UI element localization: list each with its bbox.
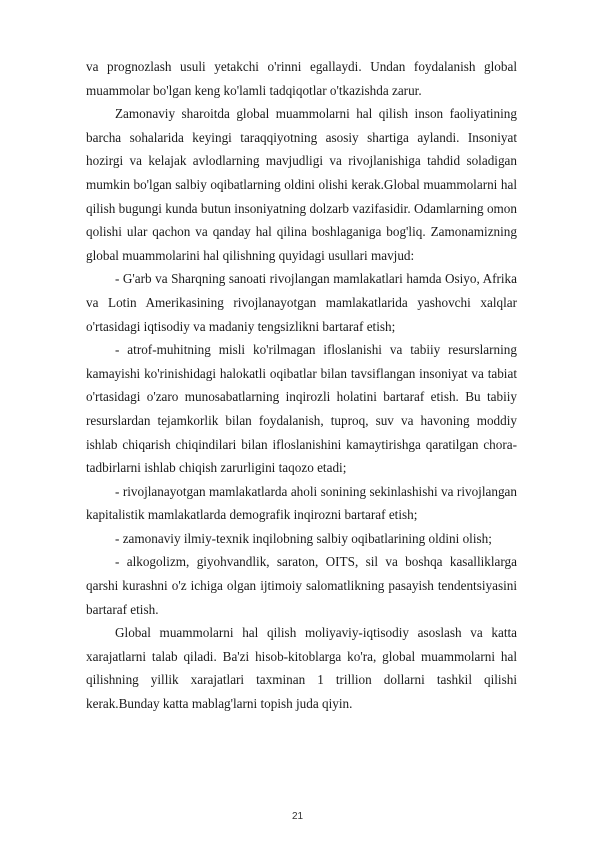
list-item: - alkogolizm, giyohvandlik, saraton, OITS, sil va boshqa kasalliklarga qarshi kurashni o'z ichiga olgan ijtimoiy salomatlikning pasayish tendentsiyasini bartaraf etish. bbox=[86, 554, 517, 617]
page-number: 21 bbox=[291, 811, 304, 822]
paragraph-intro: Zamonaviy sharoitda global muammolarni hal qilish inson faoliyatining barcha sohalarida keyingi taraqqiyotning asosiy shartiga aylandi. Insoniyat hozirgi va kelajak avlodlarning mavjudligi va rivojlanishiga tahdid soladigan mumkin bo'lgan salbiy oqibatlarning oldini olishi kerak.Global muammolarni hal qilish bugungi kunda butun insoniyatning dolzarb vazifasidir. Odamlarning omon qolishi ular qachon va qanday hal qilina boshlaganiga bog'liq. Zamonamizning global muammolarini hal qilishning quyidagi usullari mavjud: bbox=[86, 106, 517, 263]
paragraph-continuation: va prognozlash usuli yetakchi o'rinni egallaydi. Undan foydalanish global muammolar bo'lgan keng ko'lamli tadqiqotlar o'tkazishda zarur. bbox=[86, 59, 517, 98]
list-item: - G'arb va Sharqning sanoati rivojlangan mamlakatlari hamda Osiyo, Afrika va Lotin Amerikasining rivojlanayotgan mamlakatlarida yashovchi xalqlar o'rtasidagi iqtisodiy va madaniy tengsizlikni bartaraf etish; bbox=[86, 271, 517, 334]
list-item: - rivojlanayotgan mamlakatlarda aholi sonining sekinlashishi va rivojlangan kapitalistik mamlakatlarda demografik inqirozni bartaraf etish; bbox=[86, 483, 517, 523]
list-item: - zamonaviy ilmiy-texnik inqilobning salbiy oqibatlarining oldini olish; bbox=[115, 530, 492, 546]
document-body bbox=[86, 55, 517, 716]
list-item: - atrof-muhitning misli ko'rilmagan ifloslanishi va tabiiy resurslarning kamayishi ko'rinishidagi halokatli oqibatlar bilan tavsiflangan insoniyat va tabiat o'rtasidagi o'zaro munosabatlarning inqirozli holatini bartaraf etish. Bu tabiiy resurslardan tejamkorlik bilan foydalanish, tuproq, suv va havoning moddiy ishlab chiqarish chiqindilari bilan ifloslanishini kamaytirishga qaratilgan chora-tadbirlarni ishlab chiqish zarurligini taqozo etadi; bbox=[86, 342, 517, 476]
paragraph-conclusion: Global muammolarni hal qilish moliyaviy-iqtisodiy asoslash va katta xarajatlarni talab qiladi. Ba'zi hisob-kitoblarga ko'ra, global muammolarni hal qilishning yillik xarajatlari taxminan 1 trillion dollarni tashkil qilishi kerak.Bunday katta mablag'larni topish juda qiyin. bbox=[86, 625, 517, 712]
